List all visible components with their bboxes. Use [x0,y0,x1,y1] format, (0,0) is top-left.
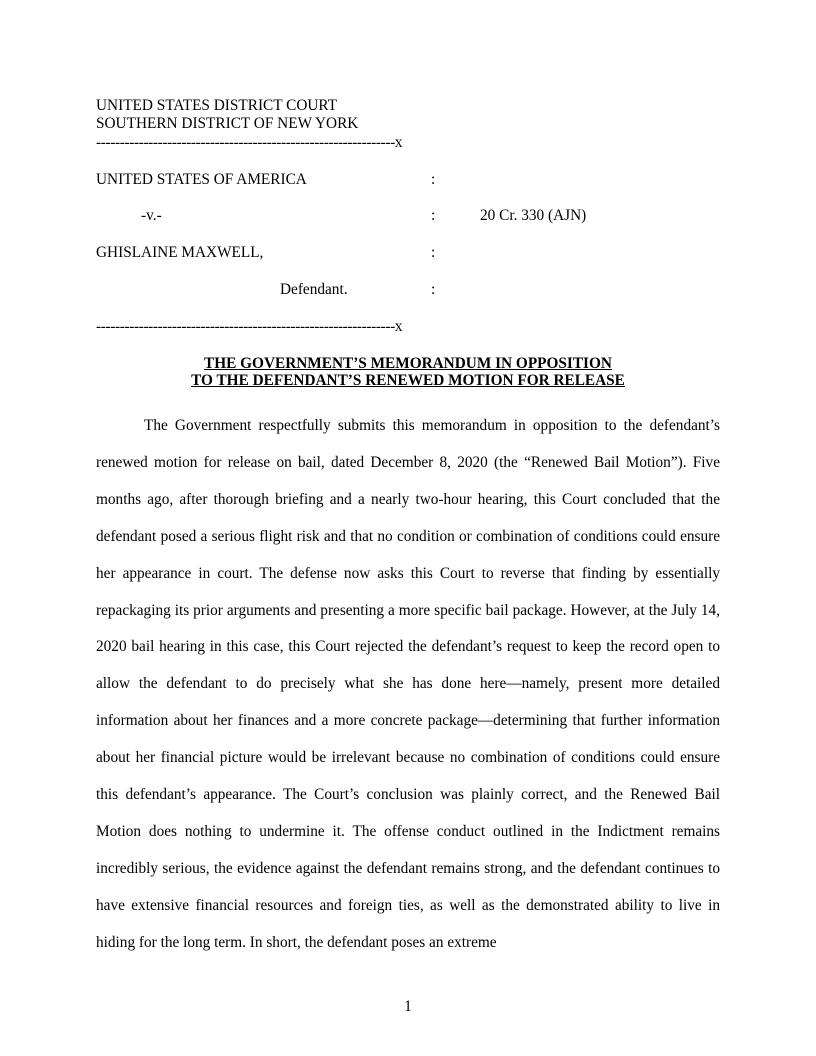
caption-divider-bottom: ---------------------------------------------------------------x [96,318,403,335]
caption-versus: -v.- [141,207,162,224]
memorandum-title [96,355,720,389]
page-number: 1 [404,998,412,1015]
caption-colon: : [431,207,436,224]
caption-colon: : [431,171,436,188]
court-name-line: UNITED STATES DISTRICT COURT [96,97,338,114]
caption-defendant-label: Defendant. [280,281,348,298]
caption-colon: : [431,281,436,298]
title-line-2: TO THE DEFENDANT’S RENEWED MOTION FOR RELEASE [191,372,625,389]
case-number: 20 Cr. 330 (AJN) [480,207,587,224]
body-paragraph: The Government respectfully submits this memorandum in opposition to the defendant’s renewed motion for release on bail, dated December 8, 2020 (the “Renewed Bail Motion”). Five months ago, after thorough briefing and a nearly two-hour hearing, this Court concluded that the defendant posed a serious flight risk and that no condition or combination of conditions could ensure her appearance in court. The defense now asks this Court to reverse that finding by essentially repackaging its prior arguments and presenting a more specific bail package. However, at the July 14, 2020 bail hearing in this case, this Court rejected the defendant’s request to keep the record open to allow the defendant to do precisely what she has done here—namely, present more detailed information about her finances and a more concrete package—determining that further information about her financial picture would be irrelevant because no combination of conditions could ensure this defendant’s appearance. The Court’s conclusion was plainly correct, and the Renewed Bail Motion does nothing to undermine it. The offense conduct outlined in the Indictment remains incredibly serious, the evidence against the defendant remains strong, and the defendant continues to have extensive financial resources and foreign ties, as well as the demonstrated ability to live in hiding for the long term. In short, the defendant poses an extreme [96,417,720,951]
caption-colon: : [431,244,436,261]
caption-defendant-name: GHISLAINE MAXWELL, [96,244,264,261]
caption-divider-top: ---------------------------------------------------------------x [96,134,403,151]
caption-plaintiff: UNITED STATES OF AMERICA [96,171,307,188]
court-header [96,97,358,133]
title-line-1: THE GOVERNMENT’S MEMORANDUM IN OPPOSITION [204,355,612,372]
court-district-line: SOUTHERN DISTRICT OF NEW YORK [96,115,359,132]
